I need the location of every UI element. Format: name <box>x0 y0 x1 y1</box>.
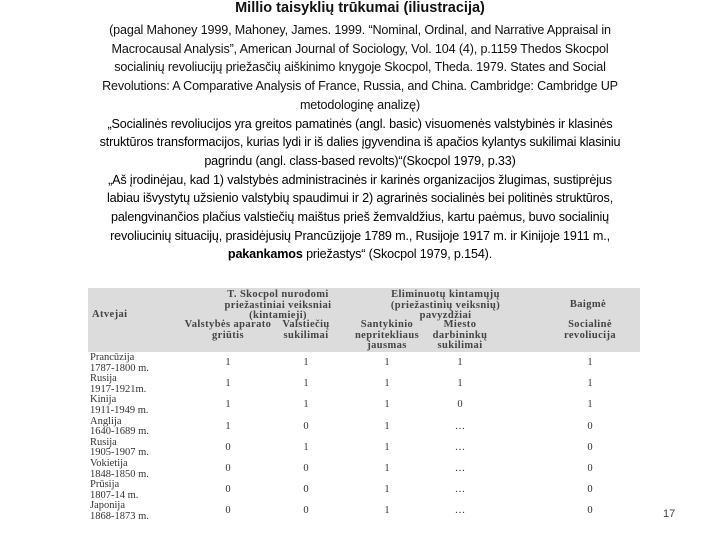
quote2-line: „Aš įrodinėjau, kad 1) valstybės administracinės ir karinės organizacijos žlugimas, sustiprėjus <box>108 172 612 187</box>
value-cell: … <box>454 420 466 432</box>
value-cell: 1 <box>384 505 390 517</box>
value-cell: … <box>454 484 466 496</box>
value-cell: 0 <box>225 441 231 453</box>
case-country: Japonija <box>90 500 125 512</box>
value-cell: 0 <box>587 441 593 453</box>
table-row <box>88 395 640 416</box>
header-group-causes: T. Skocpol nurodomi priežastiniai veiksniai (kintamieji) <box>224 289 332 321</box>
quote1-line: struktūros transformacijos, kurias lydi ir iš dalies įgyvendina iš apačios kylantys sukilimai klasiniu <box>99 135 621 150</box>
value-cell: … <box>454 441 466 453</box>
value-cell: 0 <box>225 463 231 474</box>
table-row <box>88 438 640 459</box>
value-cell: 0 <box>587 420 593 432</box>
bold-word: pakankamos <box>227 247 303 262</box>
value-cell: … <box>454 463 466 474</box>
case-years: 1911-1949 m. <box>90 404 149 416</box>
value-cell: 0 <box>587 484 593 496</box>
case-years: 1787-1800 m. <box>90 362 149 374</box>
header-group-eliminated: Eliminuotų kintamųjų (priežastinių veiksnių) pavyzdžiai <box>390 289 501 321</box>
value-cell: 0 <box>303 484 309 496</box>
value-cell: 1 <box>384 399 390 411</box>
case-cell <box>90 459 149 480</box>
table-row <box>88 417 640 438</box>
value-cell: 1 <box>303 399 309 411</box>
value-cell: 1 <box>303 441 309 453</box>
value-cell: 1 <box>384 484 390 496</box>
intro-line: socialinių revoliucijų priežasčių aiškinimo knygoje Skocpol, Theda. 1979. States and Social <box>114 60 606 75</box>
quote2-line: labiau išvystytų užsienio valstybių spaudimui ir 2) agrarinės socialinės bei politinės struktūros, <box>106 191 614 206</box>
value-cell: 1 <box>384 420 390 432</box>
case-country: Rusija <box>90 373 117 385</box>
intro-line: (pagal Mahoney 1999, Mahoney, James. 1999. “Nominal, Ordinal, and Narrative Appraisal in <box>109 23 611 37</box>
value-cell: 1 <box>384 357 390 368</box>
case-country: Kinija <box>90 394 117 406</box>
header-cases: Atvejai <box>92 309 128 320</box>
value-cell: 1 <box>384 378 390 390</box>
case-country: Vokietija <box>90 458 128 469</box>
intro-line: Revolutions: A Comparative Analysis of France, Russia, and China. Cambridge: Cambridge UP <box>102 79 618 94</box>
value-cell: 1 <box>587 378 593 390</box>
table-row <box>88 374 640 395</box>
case-years: 1848-1850 m. <box>90 468 149 480</box>
value-cell: 0 <box>587 463 593 474</box>
value-cell: 1 <box>384 463 390 474</box>
value-cell: 1 <box>587 399 593 411</box>
intro-line: metodologinę analizę) <box>299 97 421 112</box>
table-row <box>88 459 640 480</box>
case-country: Anglija <box>90 415 122 427</box>
case-cell <box>90 395 149 416</box>
quote2-line: palengvinančios plačius valstiečių maištus prieš žemvaldžius, kartu paėmus, buvo socialinių <box>110 210 610 225</box>
column-header: Miesto darbininkų sukilimai <box>432 319 488 351</box>
column-header: Santykinio nepritekliaus jausmas <box>354 319 420 351</box>
value-cell: 0 <box>303 420 309 432</box>
table-row <box>88 353 640 374</box>
quote2-line <box>0 245 720 264</box>
value-cell: 1 <box>225 378 231 390</box>
table-row <box>88 501 640 522</box>
value-cell: 0 <box>457 399 463 411</box>
case-years: 1868-1873 m. <box>90 510 149 522</box>
intro-line: Macrocausal Analysis”, American Journal of Sociology, Vol. 104 (4), p.1159 Thedos Skocpol <box>111 41 609 56</box>
case-country: Prūsija <box>90 479 120 491</box>
quote2-line: revoliucinių situacijų, prasidėjusių Prancūzijoje 1789 m., Rusijoje 1917 m. ir Kinijoje 1911 m., <box>110 228 610 243</box>
quote1-line: pagrindu (angl. class-based revolts)“(Skocpol 1979, p.33) <box>204 153 516 168</box>
case-cell <box>90 501 149 522</box>
value-cell: 0 <box>225 505 231 517</box>
table-row <box>88 480 640 501</box>
column-header: Valstybės aparato griūtis <box>184 319 272 341</box>
slide-body <box>0 21 720 264</box>
value-cell: 1 <box>457 357 463 368</box>
case-country: Rusija <box>90 436 117 448</box>
case-cell <box>90 417 149 438</box>
value-cell: 1 <box>384 441 390 453</box>
value-cell: 0 <box>225 484 231 496</box>
case-cell <box>90 374 146 395</box>
value-cell: 1 <box>303 357 309 368</box>
case-cell <box>90 480 138 501</box>
quote2-rest: priežastys“ (Skocpol 1979, p.154). <box>302 247 493 262</box>
slide-title: Millio taisyklių trūkumai (iliustracija) <box>235 0 485 16</box>
value-cell: 1 <box>303 378 309 390</box>
page-number: 17 <box>663 508 676 520</box>
value-cell: 1 <box>225 420 231 432</box>
value-cell: 0 <box>303 505 309 517</box>
column-header: Valstiečių sukilimai <box>282 319 330 341</box>
quote1-line: „Socialinės revoliucijos yra greitos pamatinės (angl. basic) visuomenės valstybinės ir klasinės <box>107 116 613 131</box>
value-cell: 1 <box>225 357 231 368</box>
case-years: 1905-1907 m. <box>90 447 149 459</box>
value-cell: 1 <box>587 357 593 368</box>
case-cell <box>90 438 149 459</box>
header-group-outcome: Baigmė <box>569 299 607 310</box>
value-cell: 0 <box>303 463 309 474</box>
case-cell <box>90 353 149 374</box>
case-years: 1917-1921m. <box>90 383 147 395</box>
value-cell: 1 <box>225 399 231 411</box>
column-header: Socialinė revoliucija <box>563 319 617 341</box>
case-country: Prancūzija <box>90 352 135 363</box>
value-cell: … <box>454 505 466 517</box>
case-years: 1640-1689 m. <box>90 426 149 438</box>
case-years: 1807-14 m. <box>90 489 139 501</box>
value-cell: 1 <box>457 378 463 390</box>
value-cell: 0 <box>587 505 593 517</box>
